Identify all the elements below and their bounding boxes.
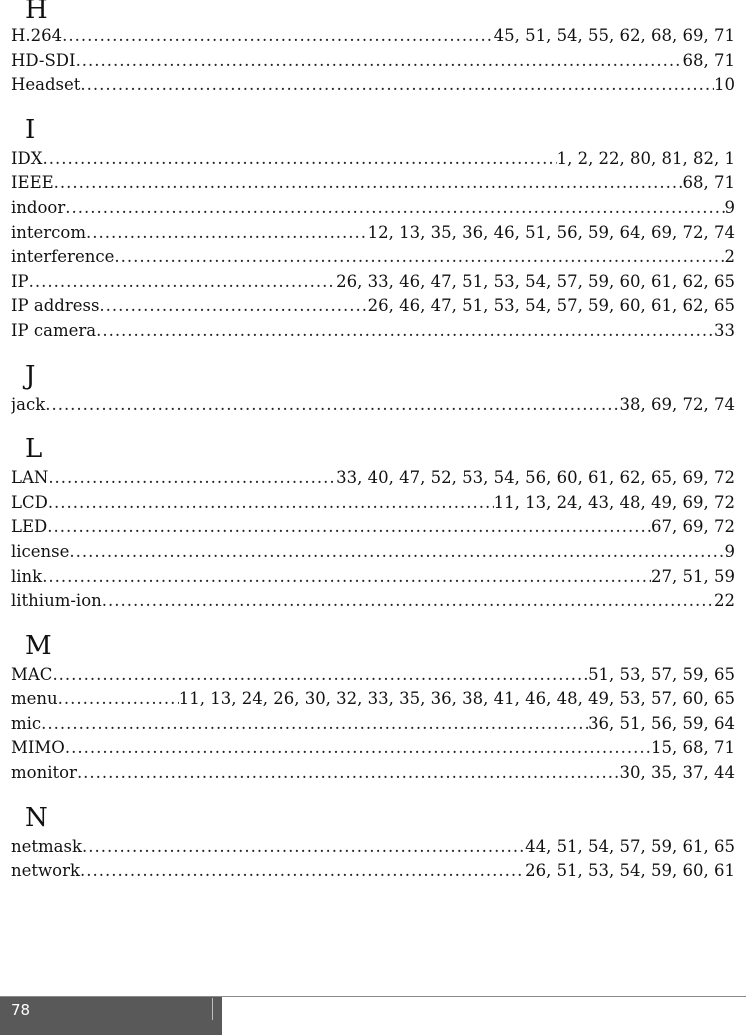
dot-leader [76,51,683,70]
index-page-numbers: 27, 51, 59 [651,566,735,586]
page-number: 78 [11,1001,31,1019]
index-entry [11,738,735,763]
dot-leader [48,468,336,487]
index-entry [11,321,735,346]
index-entry [11,689,735,714]
dot-leader [65,738,651,757]
index-page-numbers: 38, 69, 72, 74 [619,394,735,414]
index-page-numbers: 30, 35, 37, 44 [619,763,735,783]
index-term: HD-SDI [11,50,76,70]
index-entry [11,861,735,886]
index-entry [11,296,735,321]
dot-leader [82,837,525,856]
section-letter-heading: H [25,0,48,25]
index-term: link [11,566,43,586]
dot-leader [29,272,337,291]
index-page-numbers: 44, 51, 54, 57, 59, 61, 65 [525,836,735,856]
index-term: mic [11,713,42,733]
dot-leader [43,149,557,168]
dot-leader [45,395,619,414]
index-entry [11,517,735,542]
dot-leader [62,26,493,45]
dot-leader [80,861,525,880]
dot-leader [96,321,714,340]
dot-leader [52,665,588,684]
index-page-numbers: 22 [714,591,735,611]
index-entry [11,223,735,248]
index-entry [11,149,735,174]
index-term: network [11,861,80,881]
index-page-numbers: 9 [724,197,735,217]
index-term: Headset [11,75,81,95]
index-entry [11,75,735,100]
index-entry [11,493,735,518]
section-letter-heading: N [25,802,48,833]
dot-leader [48,493,494,512]
index-term: IP address [11,296,100,316]
index-term: interference [11,247,115,267]
dot-leader [47,517,651,536]
index-entry [11,395,735,420]
index-entry [11,837,735,862]
index-term: indoor [11,197,66,217]
index-term: IDX [11,148,43,168]
index-term: intercom [11,222,87,242]
dot-leader [99,296,367,315]
index-entry [11,591,735,616]
index-entry [11,198,735,223]
index-entry [11,714,735,739]
index-term: LAN [11,468,49,488]
index-page-numbers: 33, 40, 47, 52, 53, 54, 56, 60, 61, 62, 65, 69, 72 [336,468,735,488]
index-term: IP [11,271,29,291]
index-entry [11,51,735,76]
footer-page-tab [0,997,222,1035]
dot-leader [86,223,368,242]
index-entry [11,26,735,51]
dot-leader [69,542,724,561]
index-list [11,0,735,886]
dot-leader [77,763,620,782]
section-gap [11,100,735,112]
index-page-numbers: 68, 71 [682,173,735,193]
index-term: menu [11,689,58,709]
dot-leader [102,591,714,610]
index-term: IP camera [11,320,97,340]
section-letter-heading: L [25,434,43,465]
dot-leader [54,173,683,192]
dot-leader [80,75,714,94]
index-page-numbers: 26, 46, 47, 51, 53, 54, 57, 59, 60, 61, 62, 65 [367,296,735,316]
section-letter-heading: M [25,630,52,661]
index-page-numbers: 9 [724,541,735,561]
index-page-numbers: 11, 13, 24, 43, 48, 49, 69, 72 [493,492,735,512]
index-entry [11,173,735,198]
index-term: MAC [11,664,53,684]
index-term: license [11,541,70,561]
dot-leader [42,567,651,586]
index-page-numbers: 10 [714,75,735,95]
index-term: jack [11,394,46,414]
index-term: lithium-ion [11,591,102,611]
index-term: IEEE [11,173,54,193]
index-page-numbers: 68, 71 [682,50,735,70]
index-term: monitor [11,763,77,783]
index-page-numbers: 1, 2, 22, 80, 81, 82, 1 [556,148,735,168]
index-page-numbers: 45, 51, 54, 55, 62, 68, 69, 71 [493,26,735,45]
index-entry [11,542,735,567]
section-gap [11,419,735,431]
section-gap [11,346,735,358]
index-page-numbers: 26, 33, 46, 47, 51, 53, 54, 57, 59, 60, 61, 62, 65 [336,271,735,291]
dot-leader [58,689,179,708]
index-page-numbers: 2 [724,247,735,267]
footer-tab-divider [212,998,213,1020]
index-page-numbers: 26, 51, 53, 54, 59, 60, 61 [525,861,735,881]
dot-leader [114,247,724,266]
index-entry [11,247,735,272]
section-gap [11,616,735,628]
index-entry [11,763,735,788]
index-term: LED [11,517,48,537]
index-entry [11,468,735,493]
dot-leader [65,198,724,217]
index-page-numbers: 36, 51, 56, 59, 64 [588,713,735,733]
section-letter-heading: J [25,360,36,391]
section-letter-heading: I [25,114,36,145]
index-page-numbers: 33 [714,320,735,340]
index-page-numbers: 15, 68, 71 [651,738,735,758]
index-entry [11,665,735,690]
index-term: MIMO [11,738,65,758]
index-page-numbers: 51, 53, 57, 59, 65 [588,664,735,684]
section-gap [11,788,735,800]
index-term: H.264 [11,26,63,45]
dot-leader [41,714,588,733]
index-term: netmask [11,836,82,856]
index-page-numbers: 12, 13, 35, 36, 46, 51, 56, 59, 64, 69, 72, 74 [367,222,735,242]
index-page-numbers: 67, 69, 72 [651,517,735,537]
index-term: LCD [11,492,48,512]
index-page-numbers: 11, 13, 24, 26, 30, 32, 33, 35, 36, 38, 41, 46, 48, 49, 53, 57, 60, 65 [178,689,735,709]
index-entry [11,272,735,297]
index-entry [11,567,735,592]
